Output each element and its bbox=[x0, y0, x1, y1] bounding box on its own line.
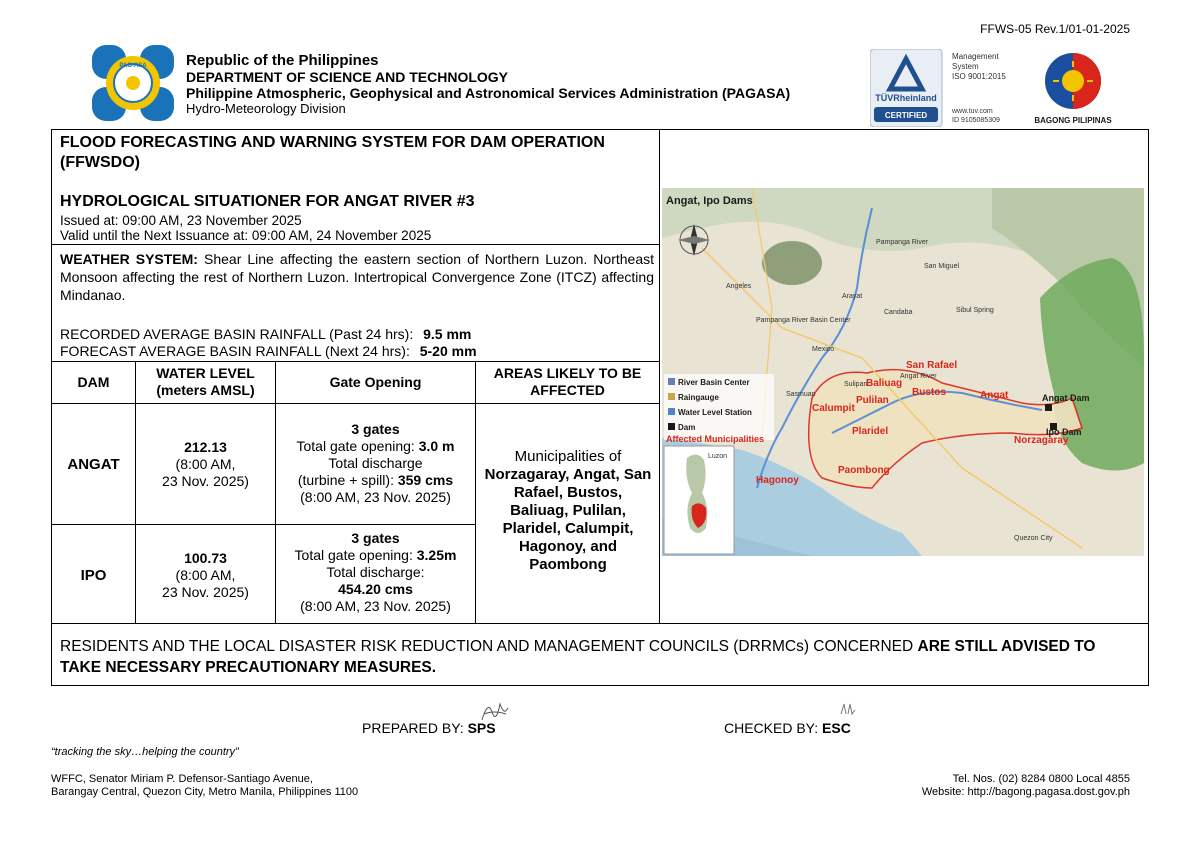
tagline: “tracking the sky…helping the country” bbox=[51, 746, 239, 758]
prepared-by-initials: SPS bbox=[467, 720, 496, 736]
header-water-level-2: (meters AMSL) bbox=[156, 382, 255, 398]
angat-basin-map bbox=[662, 188, 1144, 556]
tuv-certified-text: CERTIFIED bbox=[884, 111, 928, 120]
label-baliuag: Baliuag bbox=[866, 378, 903, 389]
label-pampanga-center: Pampanga River Basin Center bbox=[756, 317, 851, 324]
legend-raingauge: Raingauge bbox=[678, 393, 719, 402]
label-calumpit: Calumpit bbox=[812, 403, 855, 414]
recorded-rainfall-label: RECORDED AVERAGE BASIN RAINFALL (Past 24 hrs): bbox=[60, 326, 414, 342]
telephone: Tel. Nos. (02) 8284 0800 Local 4855 bbox=[952, 773, 1130, 785]
row-ipo-level bbox=[136, 550, 275, 601]
label-quezon-city: Quezon City bbox=[1014, 535, 1053, 542]
checked-by-label: CHECKED BY: bbox=[724, 720, 819, 736]
row-ipo-dam: IPO bbox=[80, 567, 107, 584]
angat-discharge-label: Total discharge bbox=[328, 455, 423, 471]
label-bustos: Bustos bbox=[912, 387, 946, 398]
table-col-line-3 bbox=[475, 361, 476, 623]
angat-discharge bbox=[276, 472, 475, 489]
ipo-level-time-2: 23 Nov. 2025) bbox=[162, 584, 249, 600]
row-angat-dam: ANGAT bbox=[67, 456, 120, 473]
affected-areas bbox=[483, 448, 653, 574]
table-top-line bbox=[51, 361, 659, 362]
address-line-1: WFFC, Senator Miriam P. Defensor-Santiago Avenue, bbox=[51, 773, 313, 785]
angat-discharge-time: (8:00 AM, 23 Nov. 2025) bbox=[300, 489, 451, 505]
pagasa-logo bbox=[88, 43, 178, 123]
dost-line: DEPARTMENT OF SCIENCE AND TECHNOLOGY bbox=[186, 69, 509, 85]
checked-by bbox=[724, 720, 851, 736]
header-water-level-1: WATER LEVEL bbox=[156, 365, 255, 381]
label-mexico: Mexico bbox=[812, 346, 835, 353]
header-dam: DAM bbox=[77, 374, 110, 390]
pagasa-line: Philippine Atmospheric, Geophysical and Astronomical Services Administration (PAGASA) bbox=[186, 85, 791, 101]
forecast-rainfall-label: FORECAST AVERAGE BASIN RAINFALL (Next 24 hrs): bbox=[60, 343, 410, 359]
label-sulipan: Sulipan bbox=[844, 381, 868, 388]
label-ipo-dam: Ipo Dam bbox=[1046, 427, 1082, 437]
ipo-discharge-label: Total discharge: bbox=[326, 564, 425, 580]
footer-contact bbox=[922, 773, 1130, 799]
document-reference: FFWS-05 Rev.1/01-01-2025 bbox=[980, 22, 1130, 36]
bulletin-subtitle: HYDROLOGICAL SITUATIONER FOR ANGAT RIVER #3 bbox=[60, 193, 475, 210]
angat-discharge-value: 359 cms bbox=[397, 472, 454, 488]
label-san-miguel: San Miguel bbox=[924, 263, 960, 270]
label-candaba: Candaba bbox=[884, 309, 913, 316]
angat-gate-opening-value: 3.0 m bbox=[418, 438, 455, 454]
bagong-pilipinas-text: BAGONG PILIPINAS bbox=[1034, 116, 1112, 125]
label-pulilan: Pulilan bbox=[856, 395, 889, 406]
recorded-rainfall bbox=[60, 326, 477, 343]
valid-until: Valid until the Next Issuance at: 09:00 AM, 24 November 2025 bbox=[60, 228, 432, 243]
map-title: Angat, Ipo Dams bbox=[666, 195, 753, 207]
cert-line-1: Management bbox=[952, 52, 999, 61]
angat-discharge-sub: (turbine + spill): bbox=[297, 472, 394, 488]
website: Website: http://bagong.pagasa.dost.gov.ph bbox=[921, 786, 1130, 798]
column-divider bbox=[659, 129, 660, 623]
pagasa-seal-text: PAG-ASA bbox=[119, 63, 147, 69]
angat-level-time-2: 23 Nov. 2025) bbox=[162, 473, 249, 489]
ipo-level-value: 100.73 bbox=[184, 550, 227, 566]
label-angat-dam: Angat Dam bbox=[1042, 393, 1090, 403]
recorded-rainfall-value: 9.5 mm bbox=[423, 326, 472, 342]
header-areas-1: AREAS LIKELY TO BE bbox=[493, 365, 642, 381]
row-angat-level bbox=[136, 439, 275, 490]
weather-system-text: Shear Line affecting the eastern section of Northern Luzon. Northeast Monsoon affecting the rest of Northern Luzon. Intertropical Convergence Zone (ITCZ) affecting Mindanao. bbox=[60, 251, 654, 303]
advisory-text: RESIDENTS AND THE LOCAL DISASTER RISK REDUCTION AND MANAGEMENT COUNCILS (DRRMCs) CONCERNED bbox=[60, 638, 914, 655]
bulletin-title: FLOOD FORECASTING AND WARNING SYSTEM FOR DAM OPERATION (FFWSDO) bbox=[60, 134, 605, 171]
prepared-by bbox=[362, 720, 496, 736]
header-areas bbox=[476, 365, 659, 399]
address-line-2: Barangay Central, Quezon City, Metro Manila, Philippines 1100 bbox=[51, 786, 359, 798]
cert-line-2: System bbox=[952, 62, 979, 71]
header-gate-opening: Gate Opening bbox=[329, 374, 422, 390]
ipo-gate-opening-label: Total gate opening: bbox=[294, 547, 413, 563]
issued-at: Issued at: 09:00 AM, 23 November 2025 bbox=[60, 213, 302, 228]
issuance-info bbox=[60, 213, 431, 243]
forecast-rainfall bbox=[60, 343, 477, 360]
angat-gates: 3 gates bbox=[351, 421, 400, 437]
advisory bbox=[60, 636, 1140, 678]
label-angat: Angat bbox=[980, 390, 1009, 401]
angat-gate-opening-label: Total gate opening: bbox=[296, 438, 415, 454]
row-angat-gate bbox=[276, 421, 475, 506]
advisory-divider bbox=[51, 623, 1149, 624]
label-san-rafael: San Rafael bbox=[906, 360, 958, 371]
ipo-discharge-value: 454.20 cms bbox=[338, 581, 413, 597]
header-water-level bbox=[136, 365, 275, 399]
angat-level-time-1: (8:00 AM, bbox=[175, 456, 236, 472]
table-row-divider bbox=[51, 524, 475, 525]
inset-label-luzon: Luzon bbox=[708, 453, 728, 460]
legend-river-basin: River Basin Center bbox=[678, 378, 750, 387]
label-angeles: Angeles bbox=[726, 283, 752, 290]
prepared-by-label: PREPARED BY: bbox=[362, 720, 464, 736]
legend-affected: Affected Municipalities bbox=[666, 434, 765, 444]
bagong-pilipinas-logo bbox=[1028, 47, 1118, 127]
footer-address bbox=[51, 773, 358, 799]
republic-line: Republic of the Philippines bbox=[186, 52, 379, 69]
label-norzagaray: Norzagaray bbox=[1014, 435, 1069, 446]
cert-line-3: ISO 9001:2015 bbox=[952, 72, 1006, 81]
table-header-line bbox=[51, 403, 659, 404]
affected-areas-intro: Municipalities of bbox=[514, 448, 622, 465]
label-sibul-spring: Sibul Spring bbox=[956, 307, 994, 314]
ipo-gate-opening bbox=[276, 547, 475, 564]
ipo-gates: 3 gates bbox=[351, 530, 400, 546]
weather-system-label: WEATHER SYSTEM: bbox=[60, 251, 198, 267]
advisory-bold-text: ARE STILL ADVISED TO TAKE NECESSARY PRECAUTIONARY MEASURES. bbox=[60, 638, 1096, 676]
rainfall-info bbox=[60, 326, 477, 360]
legend-water-level: Water Level Station bbox=[678, 408, 752, 417]
checked-by-initials: ESC bbox=[822, 720, 851, 736]
ipo-gate-opening-value: 3.25m bbox=[416, 547, 457, 563]
legend-dam: Dam bbox=[678, 423, 696, 432]
label-plaridel: Plaridel bbox=[852, 426, 889, 437]
cert-id: ID 9105085309 bbox=[952, 117, 1000, 124]
forecast-rainfall-value: 5-20 mm bbox=[419, 343, 477, 359]
label-angat-river: Angat River bbox=[900, 373, 937, 380]
ipo-level-time-1: (8:00 AM, bbox=[175, 567, 236, 583]
label-sasmuan: Sasmuan bbox=[786, 391, 816, 398]
label-pampanga-river: Pampanga River bbox=[876, 239, 929, 246]
agency-header bbox=[186, 53, 790, 117]
weather-system bbox=[60, 250, 654, 304]
affected-areas-list: Norzagaray, Angat, San Rafael, Bustos, Baliuag, Pulilan, Plaridel, Calumpit, Hagonoy, and Paombong bbox=[484, 466, 652, 573]
prepared-signature bbox=[478, 698, 510, 728]
angat-gate-opening bbox=[276, 438, 475, 455]
label-hagonoy: Hagonoy bbox=[756, 475, 799, 486]
header-areas-2: AFFECTED bbox=[530, 382, 605, 398]
ipo-discharge-time: (8:00 AM, 23 Nov. 2025) bbox=[300, 598, 451, 614]
row-ipo-gate bbox=[276, 530, 475, 615]
title-divider bbox=[51, 244, 659, 245]
cert-web: www.tuv.com bbox=[952, 108, 993, 115]
label-arayat: Arayat bbox=[842, 293, 863, 300]
angat-level-value: 212.13 bbox=[184, 439, 227, 455]
label-paombong: Paombong bbox=[838, 465, 890, 476]
tuv-brand-text: TÜVRheinland bbox=[875, 93, 937, 103]
checked-signature bbox=[838, 700, 858, 718]
division-line: Hydro-Meteorology Division bbox=[186, 101, 346, 116]
tuv-certification-logo bbox=[870, 49, 1020, 127]
